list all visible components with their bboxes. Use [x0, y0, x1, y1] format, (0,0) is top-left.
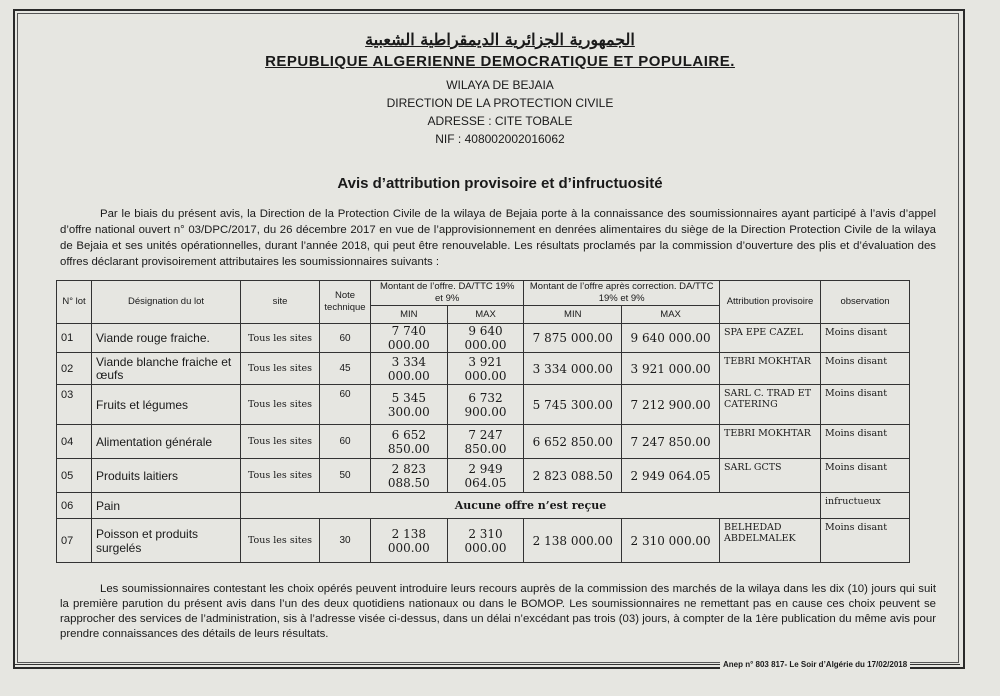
corr-min: 5 745 300.00 [524, 385, 622, 425]
table-row [57, 459, 910, 493]
corr-min: 2 138 000.00 [524, 519, 622, 563]
offre-max: 2 310 000.00 [447, 519, 524, 563]
outro-paragraph: Les soumissionnaires contestant les choix opérés peuvent introduire leurs recours auprès de la commission des marchés de la wilaya dans les dix (10) jours qui suit la première parution du présent avis dans l’un des deux quotidiens nationaux ou dans le BOMOP. Les soumissionnaires ne remettant pas en cause ces choix peuvent se rapprocher des services de l’administration, sis à l’adresse visée ci-dessus, dans un délai n’excédant pas trois (03) jours, à compter de la 1ère publication du même avis pour prendre connaissances des détails de leurs résultats. [60, 583, 936, 640]
no-offer-note: Aucune offre n’est reçue [241, 493, 821, 519]
table-row [57, 493, 910, 519]
attribution: TEBRI MOKHTAR [720, 353, 821, 385]
offre-min: 2 138 000.00 [371, 519, 448, 563]
corr-max: 7 247 850.00 [622, 425, 720, 459]
col-site: site [241, 281, 320, 324]
lot-note: 60 [320, 425, 371, 459]
adresse: ADRESSE : CITE TOBALE [427, 114, 573, 128]
col-note: Note technique [320, 281, 371, 324]
direction: DIRECTION DE LA PROTECTION CIVILE [386, 96, 614, 110]
anep-reference: Anep n° 803 817- Le Soir d’Algérie du 17/02/2018 [720, 660, 910, 669]
lot-note: 60 [320, 324, 371, 353]
lot-number: 03 [57, 385, 92, 425]
republic-title: REPUBLIQUE ALGERIENNE DEMOCRATIQUE ET POPULAIRE. [265, 53, 735, 70]
results-table [56, 280, 910, 563]
nif: NIF : 408002002016062 [435, 132, 565, 146]
offre-max: 9 640 000.00 [447, 324, 524, 353]
table-row [57, 353, 910, 385]
corr-min: 7 875 000.00 [524, 324, 622, 353]
lot-number: 05 [57, 459, 92, 493]
lot-designation: Viande rouge fraiche. [92, 324, 241, 353]
corr-min: 6 652 850.00 [524, 425, 622, 459]
lot-note: 60 [320, 385, 371, 425]
observation: Moins disant [821, 459, 910, 493]
col-offre-correction: Montant de l’offre après correction. DA/TTC 19% et 9% [524, 281, 720, 306]
lot-site: Tous les sites [241, 324, 320, 353]
corr-max: 9 640 000.00 [622, 324, 720, 353]
table-row [57, 385, 910, 425]
col-max: MAX [447, 306, 524, 324]
notice-title: Avis d’attribution provisoire et d’infructuosité [337, 175, 663, 192]
col-min: MIN [371, 306, 448, 324]
observation: Moins disant [821, 425, 910, 459]
lot-number: 06 [57, 493, 92, 519]
offre-min: 7 740 000.00 [371, 324, 448, 353]
lot-note: 30 [320, 519, 371, 563]
corr-max: 7 212 900.00 [622, 385, 720, 425]
lot-designation: Pain [92, 493, 241, 519]
lot-designation: Fruits et légumes [92, 385, 241, 425]
lot-site: Tous les sites [241, 385, 320, 425]
attribution: SARL C. TRAD ET CATERING [720, 385, 821, 425]
header [0, 30, 1000, 148]
attribution: SPA EPE CAZEL [720, 324, 821, 353]
offre-min: 6 652 850.00 [371, 425, 448, 459]
col-max: MAX [622, 306, 720, 324]
offre-min: 5 345 300.00 [371, 385, 448, 425]
corr-max: 2 949 064.05 [622, 459, 720, 493]
wilaya: WILAYA DE BEJAIA [446, 78, 554, 92]
lot-site: Tous les sites [241, 425, 320, 459]
col-attribution: Attribution provisoire [720, 281, 821, 324]
table-row [57, 519, 910, 563]
offre-max: 7 247 850.00 [447, 425, 524, 459]
lot-site: Tous les sites [241, 519, 320, 563]
observation: infructueux [821, 493, 910, 519]
table-row [57, 324, 910, 353]
attribution: BELHEDAD ABDELMALEK [720, 519, 821, 563]
intro-paragraph: Par le biais du présent avis, la Direction de la Protection Civile de la wilaya de Bejaia porte à la connaissance des soumissionnaires ayant participé à l’avis d’appel d’offre national ouvert n° 03/DPC/2017, du 26 décembre 2017 en vue de l’approvisionnement en denrées alimentaires du siège de la Direction Protection Civile de la wilaya de Bejaia et ses unités opérationnelles, durant l’année 2018, qui peut être renouvelable. Les résultats proclamés par la commission d’ouverture des plis et d’évaluation des offres déclarant provisoirement attributaires les soumissionnaires suivants : [60, 208, 936, 268]
lot-number: 02 [57, 353, 92, 385]
offre-max: 6 732 900.00 [447, 385, 524, 425]
corr-min: 2 823 088.50 [524, 459, 622, 493]
lot-number: 07 [57, 519, 92, 563]
attribution: TEBRI MOKHTAR [720, 425, 821, 459]
offre-max: 3 921 000.00 [447, 353, 524, 385]
col-no: N° lot [57, 281, 92, 324]
lot-designation: Alimentation générale [92, 425, 241, 459]
lot-designation: Poisson et produits surgelés [92, 519, 241, 563]
attribution: SARL GCTS [720, 459, 821, 493]
lot-number: 04 [57, 425, 92, 459]
offre-min: 2 823 088.50 [371, 459, 448, 493]
offre-max: 2 949 064.05 [447, 459, 524, 493]
offre-min: 3 334 000.00 [371, 353, 448, 385]
lot-note: 45 [320, 353, 371, 385]
corr-max: 2 310 000.00 [622, 519, 720, 563]
lot-designation: Produits laitiers [92, 459, 241, 493]
lot-site: Tous les sites [241, 353, 320, 385]
col-min: MIN [524, 306, 622, 324]
observation: Moins disant [821, 324, 910, 353]
lot-designation: Viande blanche fraiche et œufs [92, 353, 241, 385]
table-row [57, 425, 910, 459]
observation: Moins disant [821, 519, 910, 563]
col-designation: Désignation du lot [92, 281, 241, 324]
col-observation: observation [821, 281, 910, 324]
corr-min: 3 334 000.00 [524, 353, 622, 385]
observation: Moins disant [821, 385, 910, 425]
lot-number: 01 [57, 324, 92, 353]
lot-note: 50 [320, 459, 371, 493]
lot-site: Tous les sites [241, 459, 320, 493]
corr-max: 3 921 000.00 [622, 353, 720, 385]
col-offre: Montant de l’offre. DA/TTC 19% et 9% [371, 281, 524, 306]
arabic-header: الجمهورية الجزائرية الديمقراطية الشعبية [365, 30, 635, 49]
observation: Moins disant [821, 353, 910, 385]
